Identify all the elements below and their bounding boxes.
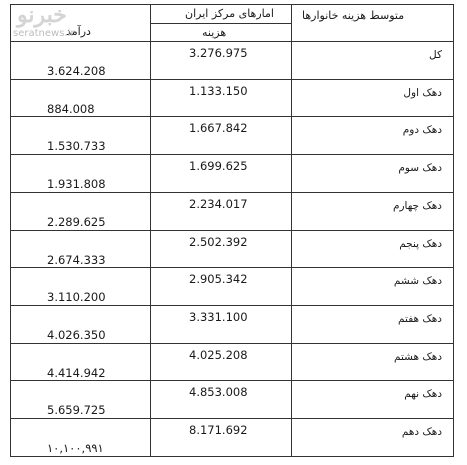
row-label: دهک دهم: [401, 426, 442, 438]
table-title: متوسط هزینه خانوارها: [302, 9, 405, 22]
row-label: دهک نهم: [404, 388, 442, 400]
row-label: کل: [429, 49, 442, 61]
income-value: 2.674.333: [47, 253, 106, 267]
row-divider: [10, 343, 454, 344]
income-value: ۱۰,۱۰۰,۹۹۱: [47, 441, 104, 455]
expense-value: 3.276.975: [189, 46, 248, 60]
row-divider: [10, 418, 454, 419]
income-value: 1.530.733: [47, 139, 106, 153]
income-value: 1.931.808: [47, 177, 106, 191]
income-value: 5.659.725: [47, 403, 106, 417]
expense-value: 1.699.625: [189, 159, 248, 173]
row-label: دهک چهارم: [392, 200, 442, 212]
row-label: دهک اول: [403, 87, 442, 99]
row-divider: [10, 267, 454, 268]
source-label: امارهای مرکز ایران: [185, 7, 274, 20]
income-value: 884.008: [47, 102, 95, 116]
row-divider: [10, 154, 454, 155]
row-label: دهک سوم: [398, 162, 442, 174]
expense-value: 4.853.008: [189, 385, 248, 399]
expense-value: 8.171.692: [189, 423, 248, 437]
income-value: 4.414.942: [47, 366, 106, 380]
row-label: دهک ششم: [393, 275, 442, 287]
income-value: 2.289.625: [47, 215, 106, 229]
row-divider: [10, 380, 454, 381]
expense-value: 2.234.017: [189, 197, 248, 211]
income-value: 4.026.350: [47, 328, 106, 342]
income-value: 3.624.208: [47, 64, 106, 78]
row-divider: [10, 79, 454, 80]
expense-value: 1.667.842: [189, 121, 248, 135]
expense-value: 2.905.342: [189, 272, 248, 286]
watermark-logo: [9, 2, 93, 42]
row-divider: [10, 305, 454, 306]
row-label: دهک دوم: [402, 124, 442, 136]
row-divider: [10, 230, 454, 231]
expense-header: هزینه: [202, 26, 227, 39]
row-divider: [10, 192, 454, 193]
data-table: [10, 4, 454, 456]
income-value: 3.110.200: [47, 290, 106, 304]
expense-value: 4.025.208: [189, 348, 248, 362]
row-label: دهک هشتم: [393, 351, 442, 363]
expense-value: 2.502.392: [189, 235, 248, 249]
row-divider: [10, 116, 454, 117]
expense-value: 3.331.100: [189, 310, 248, 324]
row-divider: [10, 456, 454, 457]
income-header: درآمد: [66, 25, 91, 38]
row-label: دهک هفتم: [398, 313, 442, 325]
row-label: دهک پنجم: [399, 238, 442, 250]
expense-value: 1.133.150: [189, 84, 248, 98]
grid-line: [150, 23, 291, 24]
watermark-logo-text: خبرنو: [17, 2, 67, 28]
watermark-site: seratnews.ir: [13, 28, 75, 39]
